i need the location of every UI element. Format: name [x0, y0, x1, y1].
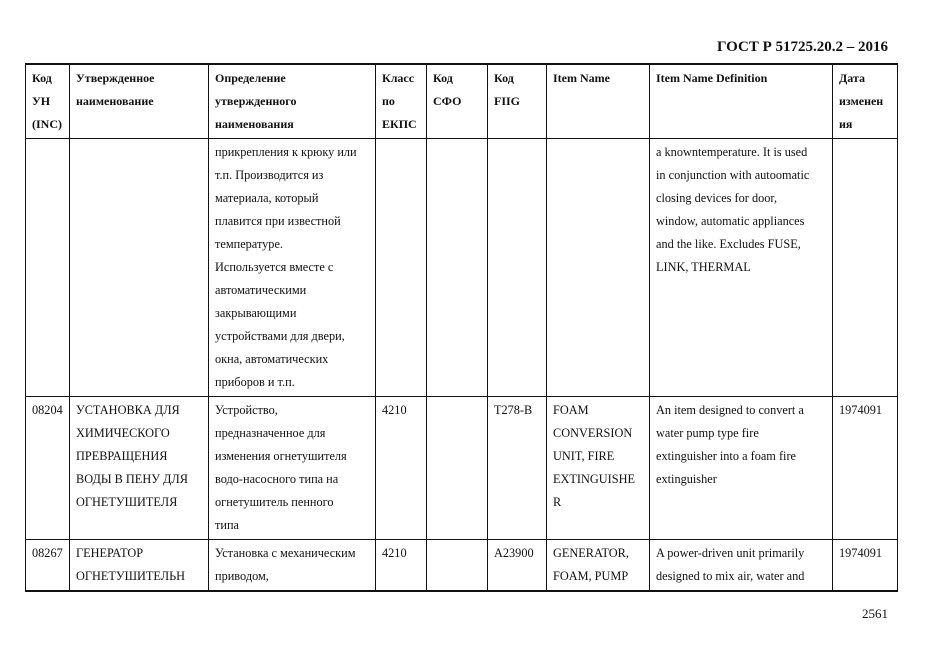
cell-approved-name: УСТАНОВКА ДЛЯ ХИМИЧЕСКОГО ПРЕВРАЩЕНИЯ ВОДЫ В ПЕНУ ДЛЯ ОГНЕТУШИТЕЛЯ	[70, 397, 209, 540]
cell-item-name-definition: An item designed to convert a water pump type fire extinguisher into a foam fire extinguisher	[650, 397, 833, 540]
cell-code	[26, 139, 70, 397]
cell-class: 4210	[376, 540, 427, 592]
header-code-fiig: Код FIIG	[488, 64, 547, 139]
document-standard-title: ГОСТ Р 51725.20.2 – 2016	[716, 39, 888, 55]
table-row	[26, 397, 898, 540]
cell-code: 08267	[26, 540, 70, 592]
cell-item-name: FOAM CONVERSION UNIT, FIRE EXTINGUISHE R	[547, 397, 650, 540]
cell-date	[833, 139, 898, 397]
header-approved-name: Утвержденное наименование	[70, 64, 209, 139]
cell-sfo	[427, 397, 488, 540]
cell-class: 4210	[376, 397, 427, 540]
cell-item-name	[547, 139, 650, 397]
cell-definition: прикрепления к крюку или т.п. Производится из материала, который плавится при известной температуре. Используется вместе с автоматическими закрывающими устройствами для двери, окна, автоматических приборов и т.п.	[209, 139, 376, 397]
header-item-name: Item Name	[547, 64, 650, 139]
classification-table	[25, 63, 898, 592]
cell-item-name-definition: a knowntemperature. It is used in conjunction with autoomatic closing devices for door, window, automatic appliances and the like. Excludes FUSE, LINK, THERMAL	[650, 139, 833, 397]
cell-item-name-definition: A power-driven unit primarily designed to mix air, water and	[650, 540, 833, 592]
cell-date: 1974091	[833, 540, 898, 592]
cell-sfo	[427, 139, 488, 397]
page-number: 2561	[862, 606, 888, 621]
header-code-sfo: Код СФО	[427, 64, 488, 139]
cell-approved-name: ГЕНЕРАТОР ОГНЕТУШИТЕЛЬН	[70, 540, 209, 592]
cell-fiig: A23900	[488, 540, 547, 592]
header-date: Дата изменен ия	[833, 64, 898, 139]
table-row	[26, 540, 898, 592]
cell-definition: Устройство, предназначенное для изменения огнетушителя водо-насосного типа на огнетушитель пенного типа	[209, 397, 376, 540]
cell-item-name: GENERATOR, FOAM, PUMP	[547, 540, 650, 592]
header-code-un: Код УН (INC)	[26, 64, 70, 139]
header-class: Класс по ЕКПС	[376, 64, 427, 139]
table-header-row	[26, 64, 898, 139]
header-definition: Определение утвержденного наименования	[209, 64, 376, 139]
cell-definition: Установка с механическим приводом,	[209, 540, 376, 592]
cell-code: 08204	[26, 397, 70, 540]
table-row	[26, 139, 898, 397]
cell-fiig: T278-B	[488, 397, 547, 540]
cell-class	[376, 139, 427, 397]
header-item-name-definition: Item Name Definition	[650, 64, 833, 139]
cell-date: 1974091	[833, 397, 898, 540]
cell-sfo	[427, 540, 488, 592]
cell-fiig	[488, 139, 547, 397]
cell-approved-name	[70, 139, 209, 397]
